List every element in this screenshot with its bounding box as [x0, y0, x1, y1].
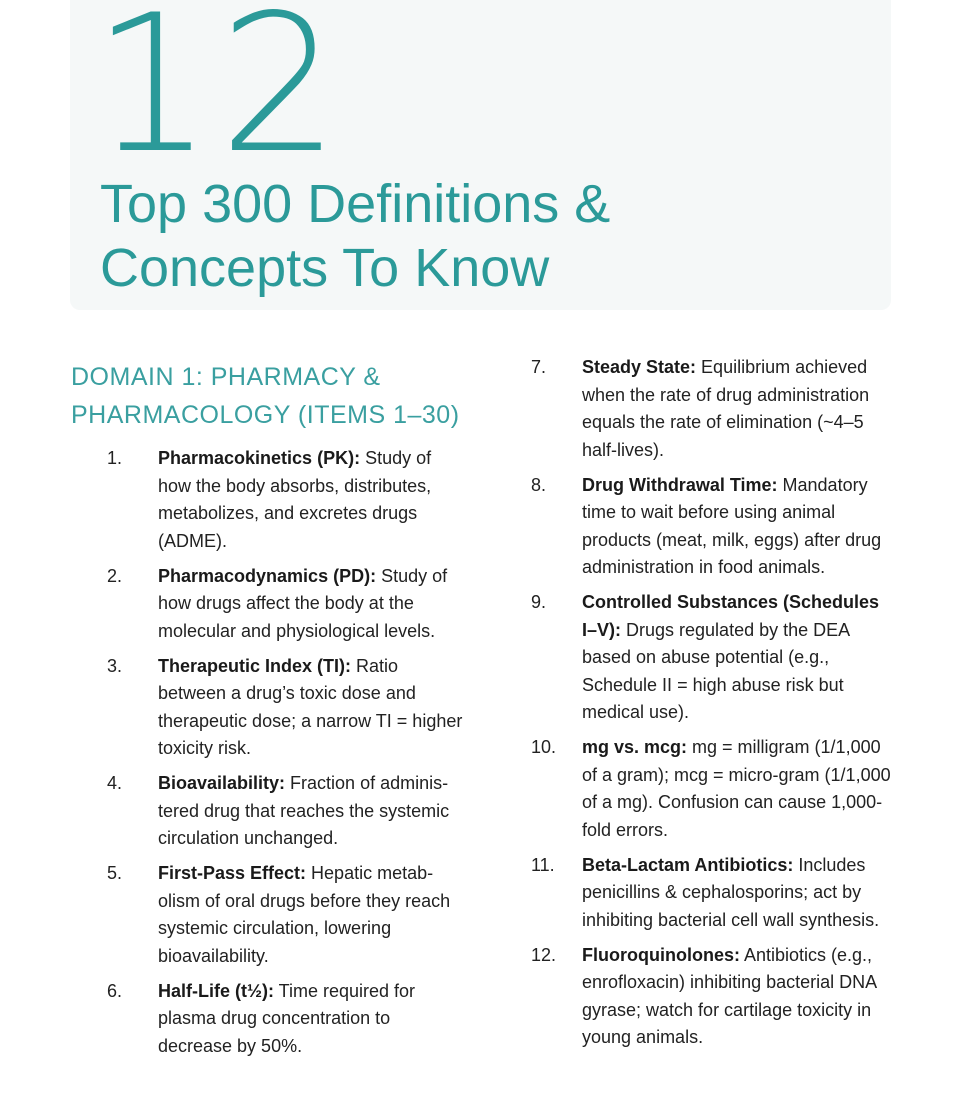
definition-number: 12.	[531, 944, 557, 965]
definition-body	[158, 445, 467, 555]
definition-item	[107, 860, 467, 970]
definition-text: Time required for plasma drug concentration to decrease by 50%.	[158, 980, 416, 1056]
definition-item	[531, 734, 893, 844]
definitions-column-left	[107, 445, 467, 1068]
definition-text: Hepatic metab-olism of oral drugs before they reach systemic circulation, lowering bioavailability.	[158, 863, 451, 966]
definition-text: Antibiotics (e.g., enrofloxacin) inhibiting bacterial DNA gyrase; watch for cartilage toxicity in young animals.	[582, 944, 877, 1047]
definition-term: Steady State:	[582, 357, 697, 377]
definition-text: Includes penicillins & cephalosporins; act by inhibiting bacterial cell wall synthesis.	[582, 854, 880, 930]
definition-number: 1.	[107, 448, 123, 468]
definition-body	[582, 354, 893, 464]
chapter-number: 12	[92, 0, 346, 195]
definition-body	[158, 860, 467, 970]
definition-body	[582, 734, 893, 844]
definition-number: 9.	[531, 592, 547, 612]
definition-text: mg = milligram (1/1,000 of a gram); mcg = micro-gram (1/1,000 of a mg). Confusion can cause 1,000-fold errors.	[582, 737, 891, 840]
definition-text: Study of how the body absorbs, distributes, metabolizes, and excretes drugs (ADME).	[158, 448, 432, 551]
definition-item	[107, 770, 467, 853]
definition-term: Fluoroquinolones:	[582, 944, 740, 965]
definition-term: Therapeutic Index (TI):	[158, 655, 352, 676]
definition-number: 11.	[531, 854, 555, 875]
definition-item	[531, 472, 893, 582]
definition-item	[107, 653, 467, 763]
definition-item	[531, 589, 893, 727]
definition-term: Controlled Substances (Schedules I–V):	[582, 592, 880, 640]
definition-item	[107, 978, 467, 1061]
definition-body	[582, 589, 893, 727]
definition-text: Mandatory time to wait before using animal products (meat, milk, eggs) after drug administration in food animals.	[582, 474, 882, 577]
definition-number: 10.	[531, 737, 557, 757]
definition-body	[158, 653, 467, 763]
definition-term: Pharmacodynamics (PD):	[158, 565, 377, 586]
definition-number: 8.	[531, 474, 547, 495]
definition-number: 5.	[107, 863, 123, 883]
definition-item	[531, 852, 893, 935]
definition-term: mg vs. mcg:	[582, 737, 688, 757]
definitions-column-right	[531, 354, 893, 1059]
definition-body	[582, 852, 893, 935]
definition-text: Drugs regulated by the DEA based on abuse potential (e.g., Schedule II = high abuse risk but medical use).	[582, 619, 850, 722]
definition-term: First-Pass Effect:	[158, 863, 307, 883]
definition-term: Half-Life (t½):	[158, 980, 274, 1001]
definition-number: 6.	[107, 980, 123, 1001]
definition-body	[158, 770, 467, 853]
definition-term: Pharmacokinetics (PK):	[158, 448, 361, 468]
definition-text: Study of how drugs affect the body at the molecular and physiological levels.	[158, 565, 448, 641]
definition-item	[107, 445, 467, 555]
definition-item	[531, 942, 893, 1052]
definition-number: 4.	[107, 773, 123, 793]
definition-number: 2.	[107, 565, 123, 586]
chapter-title: Top 300 Definitions & Concepts To Know	[100, 174, 611, 298]
definition-body	[158, 978, 467, 1061]
definition-term: Drug Withdrawal Time:	[582, 474, 778, 495]
definition-text: Equilibrium achieved when the rate of drug administration equals the rate of elimination (~4–5 half-lives).	[582, 357, 870, 460]
definition-number: 3.	[107, 655, 123, 676]
definition-term: Bioavailability:	[158, 773, 286, 793]
definition-number: 7.	[531, 357, 547, 377]
definition-body	[582, 942, 893, 1052]
domain-heading: DOMAIN 1: PHARMACY & PHARMACOLOGY (ITEMS 1–30)	[71, 363, 460, 429]
definition-item	[107, 563, 467, 646]
definition-body	[158, 563, 467, 646]
definition-text: Ratio between a drug’s toxic dose and therapeutic dose; a narrow TI = higher toxicity risk.	[158, 655, 463, 758]
definition-body	[582, 472, 893, 582]
definition-term: Beta-Lactam Antibiotics:	[582, 854, 794, 875]
definition-item	[531, 354, 893, 464]
definition-text: Fraction of adminis-tered drug that reaches the systemic circulation unchanged.	[158, 773, 450, 848]
